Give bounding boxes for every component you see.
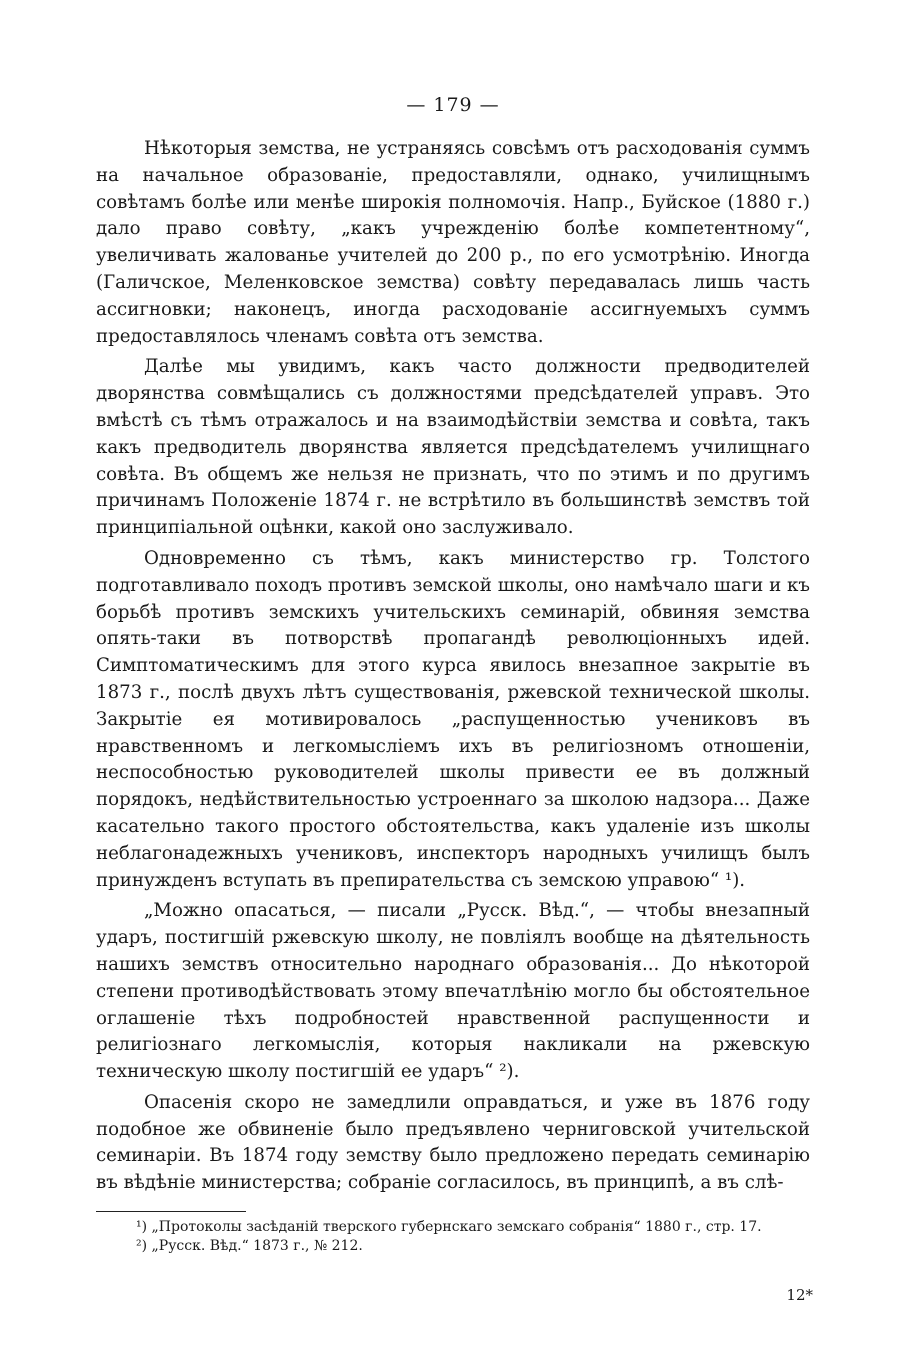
paragraph-1: Нѣкоторыя земства, не устраняясь совсѣмъ отъ расходованія суммъ на начальное образованіе, предоставляли, однако, училищнымъ совѣтамъ болѣе или менѣе широкія полномочія. Напр., Буйское (1880 г.) дало право совѣту, „какъ учрежденію болѣе компетентному“, увеличивать жалованье учителей до 200 р., по его усмотрѣнію. Иногда (Галичское, Меленковское земства) совѣту передавалась лишь часть ассигновки; наконецъ, иногда расходованіе ассигнуемыхъ суммъ предоставлялось членамъ совѣта отъ земства. [96,138,810,347]
footnote-1: ¹) „Протоколы засѣданій тверского губернскаго земскаго собранія“ 1880 г., стр. 17. [136,1219,762,1236]
signature-mark: 12* [786,1286,813,1304]
footnote-2: ²) „Русск. Вѣд.“ 1873 г., № 212. [136,1238,363,1255]
paragraph-5: Опасенія скоро не замедлили оправдаться, и уже въ 1876 году подобное же обвиненіе было предъявлено черниговской учительской семинаріи. Въ 1874 году земству было предложено передать семинарію въ вѣдѣніе министерства; собраніе согласилось, въ принципѣ, а въ слѣ- [96,1091,810,1194]
paragraph-2: Далѣе мы увидимъ, какъ часто должности предводителей дворянства совмѣщались съ должностями предсѣдателей управъ. Это вмѣстѣ съ тѣмъ отражалось и на взаимодѣйствіи земства и совѣта, такъ какъ предводитель дворянства является предсѣдателемъ училищнаго совѣта. Въ общемъ же нельзя не признать, что по этимъ и по другимъ причинамъ Положеніе 1874 г. не встрѣтило въ большинствѣ земствъ той принципіальной оцѣнки, какой оно заслуживало. [96,356,810,539]
paragraph-3: Одновременно съ тѣмъ, какъ министерство гр. Толстого подготавливало походъ противъ земской школы, оно намѣчало шаги и къ борьбѣ противъ земскихъ учительскихъ семинарій, обвиняя земства опять-таки въ потворствѣ пропагандѣ революціонныхъ идей. Симптоматическимъ для этого курса явилось внезапное закрытіе въ 1873 г., послѣ двухъ лѣтъ существованія, ржевской технической школы. Закрытіе ея мотивировалось „распущенностью учениковъ въ нравственномъ и легкомысліемъ ихъ въ религіозномъ отношеніи, неспособностью руководителей школы привести ее въ должный порядокъ, недѣйствительностью устроеннаго за школою надзора... Даже касательно такого простого обстоятельства, какъ удаленіе изъ школы неблагонадежныхъ учениковъ, инспекторъ народныхъ училищъ былъ принужденъ вступать въ препирательства съ земскою управою“ ¹). [96,547,810,891]
page-number: — 179 — [406,94,500,116]
footnote-divider [96,1211,246,1212]
page-body [96,94,810,1256]
paragraph-4: „Можно опасаться, — писали „Русск. Вѣд.“, — чтобы внезапный ударъ, постигшій ржевскую школу, не повліялъ вообще на дѣятельность нашихъ земствъ относительно народнаго образованія... До нѣкоторой степени противодѣйствовать этому впечатлѣнію могло бы обстоятельное оглашеніе тѣхъ подробностей нравственной распущенности и религіознаго легкомыслія, которыя накликали на ржевскую техническую школу постигшій ее ударъ“ ²). [96,900,810,1083]
